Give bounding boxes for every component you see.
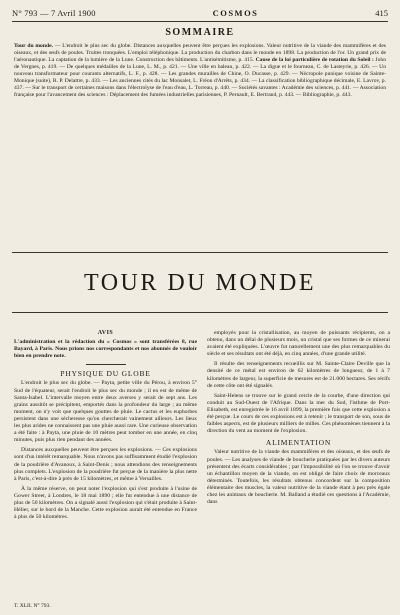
sommaire-body-2: John de Vergnes, p. 419. — De quelques médailles de la Lune, L. M., p. 421. — Une ville en baleau, p. 422. — La digue et le fourneau, C. de Lasteyrie, p. 426. — Un nouveau transformateur pour courants alternatifs, L. F., p. 428. — Les grandes murailles de Chine, O. Ducasse, p. 429. — Nécropole punique voisine de Sainte-Monique (suite), R. P. Delattre, p. 433. — Les anciennes cités du lac Monsalet, L. Fréon d'Arrêts, p. 434. — La classification bibliographique décimale, E. Lavrov, p. 437. — Sur le transport de certaines maisons dans l'électrolyse de l'eau d'eau, L. Torreau, p. 440. — Sociétés savantes : Académie des sciences, p. 441. — Association française pour l'avancement des sciences : Déplacement des fumées industrielles parisiennes, P. Pernault, E. Bertrand, p. 443. — Bibliographie, p. 443. bbox=[14, 57, 386, 99]
page-number: 415 bbox=[375, 8, 388, 18]
sommaire-body-1: — L'endroit le plus sec du globe. Distances auxquelles peuvent être perçues les explosions. Valeur nutritive de la viande des mammifères et des oiseaux, et des œufs de poules. Truites tronquées. L'emploi téléphonique. La production du charbon dans le monde en 1898. La production de l'or. Un grand prix de l'aéronautique. La captation de la lumière de la Lune. Construction des bâtiments. L'antisémitisme, p. 415. bbox=[14, 43, 386, 64]
column-divider bbox=[86, 364, 126, 365]
paragraph: Il résulte des renseignements recueillis sur M. Sainte-Claire Deville que la densité de ce métal est environ de 62 kilomètres de longueur, de 1 à 7 kilomètres de largeur, la superficie de mesures est de 21.000 hectares. Ses récifs de cette côte ont été signalés. bbox=[207, 361, 390, 389]
paragraph: Saint-Helens se trouve sur le grand cercle de la courbe, d'une direction qui conduit au Sud-Ouest de l'Afrique. Dans la mer du Sud, l'isthme de Port-Elisabeth, est enregistrée le 16 avril 1899, la première fois que cette explosion a été perçue. Le cours de ces explosions est à retenir ; le transport de son, sous de faibles aspects, est de plusieurs milliers de milles. Ces phénomènes tiennent à la direction du vent au moment de l'explosion. bbox=[207, 392, 390, 435]
issue-number: N° 793 — 7 Avril 1900 bbox=[12, 8, 96, 18]
paragraph: L'endroit le plus sec du globe. — Payta, petite ville du Pérou, à environ 5° Sud de l'équateur, serait l'endroit le plus sec du monde ; il en est de même de Santa-Isabel. L'intervalle moyen entre deux averses y serait de sept ans. Les grains aussitôt se précipitent, emportés dans la profondeur du large ; au même moment, on n'y voit que quelques gouttes de pluie. Le cactus et les euphorbes persistent dans une sécheresse qu'on chercherait vainement ailleurs. Les lieux les plus arides ne connaissent pas une pluie aussi rare. Une curieuse observation a été faite : à Payta, une pluie de 10 mètres peut tomber en une année, en cinq minutes, puis plus rien pendant des années. bbox=[14, 380, 197, 444]
sommaire-heading-1: Tour du monde. bbox=[14, 43, 53, 49]
journal-name: COSMOS bbox=[212, 8, 259, 18]
avis-title: AVIS bbox=[97, 330, 114, 336]
avis-text: L'administration et la rédaction du « Cosmos » sont transférées 8, rue Bayard, à Paris. Nous prions nos correspondants et nos abonnés de vouloir bien en prendre note. bbox=[14, 339, 197, 360]
sommaire-text bbox=[14, 43, 386, 99]
paragraph: Valeur nutritive de la viande des mammifères et des oiseaux, et des œufs de poules. — Les analyses de viande de boucherie pratiquées par les divers auteurs présentent des écarts considérables ; par l'impossibilité où l'on se trouve d'avoir un échantillon moyen de la viande, on est obligé de faire choix de morceaux déterminés. Toutefois, les résultats obtenus concordent sur la composition élémentaire des muscles, la valeur nutritive de la viande étant à peu près égale chez les animaux de boucherie. M. Balland a étudié ces questions à l'Académie, dans bbox=[207, 449, 390, 506]
section-title: TOUR DU MONDE bbox=[83, 270, 317, 296]
header-rule bbox=[12, 21, 388, 22]
section-rule-bottom bbox=[12, 312, 388, 313]
section-rule-top bbox=[12, 252, 388, 253]
paragraph: Distances auxquelles peuvent être perçues les explosions. — Ces explosions sont d'un intérêt remarquable. Nous n'avons pas suffisamment étudié l'explosion de la poudrière d'Avanoux, à Saint-Denis ; nous attendions des renseignements plus complets. L'explosion de la poudrière fut perçue de la manière la plus nette à Paris, c'est-à-dire à près de 15 kilomètres, et même à Versailles. bbox=[14, 447, 197, 482]
section-heading-physique: PHYSIQUE DU GLOBE bbox=[60, 369, 151, 379]
page-footer: T. XLII. N° 793. bbox=[14, 603, 51, 609]
right-column bbox=[207, 330, 390, 509]
sommaire-heading-2: Cause de la loi particulière de rotation du Soleil : bbox=[255, 57, 374, 64]
paragraph: À la même réserve, on peut noter l'explosion qui s'est produite à l'usine de Gower Street, à Londres, le 18 mai 1890 ; elle fut entendue à une distance de plus de 50 kilomètres. On a signalé aussi l'explosion qui s'était produite à Saint-Hélier, sur le bord de la Manche. Cette explosion aurait été entendue en France à plus de 50 kilomètres. bbox=[14, 485, 197, 521]
paragraph: employés pour la cristallisation, au moyen de puissants récipients, on a obtenu, dans un délai de plusieurs mois, un cristal que ses formes de ce minerai avaient été expliquées. L'œuvre fut naturellement une des plus remarquables du siècle et ses résultats ont été déjà, en cinq années, d'une grande utilité. bbox=[207, 330, 390, 358]
section-heading-alimentation: ALIMENTATION bbox=[265, 438, 332, 448]
page-header bbox=[12, 8, 388, 20]
sommaire-title: SOMMAIRE bbox=[165, 27, 235, 38]
left-column bbox=[14, 330, 197, 524]
